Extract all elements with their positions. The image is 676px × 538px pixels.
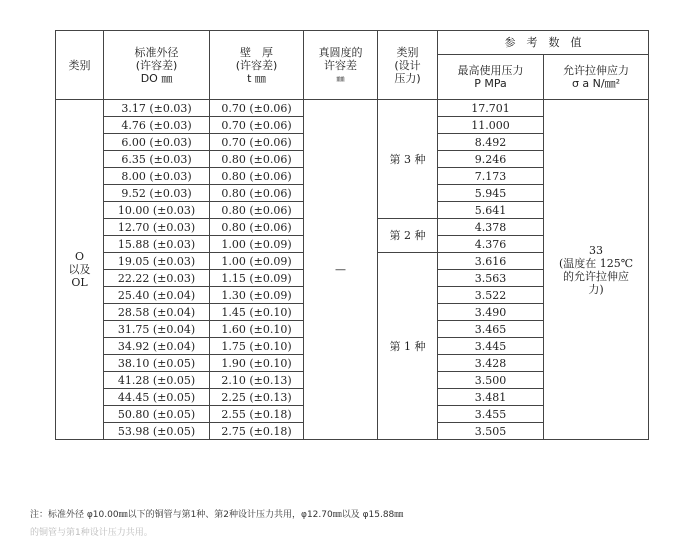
max-pressure-cell: 3.616 xyxy=(438,253,544,270)
category-cell: O 以及 OL xyxy=(56,100,104,440)
wall-thickness-cell: 0.80 (±0.06) xyxy=(210,151,304,168)
header-design-pressure: 类别 (设计 压力) xyxy=(378,31,438,100)
max-pressure-cell: 17.701 xyxy=(438,100,544,117)
outer-diameter-cell: 10.00 (±0.03) xyxy=(104,202,210,219)
max-pressure-cell: 3.522 xyxy=(438,287,544,304)
wall-thickness-cell: 1.75 (±0.10) xyxy=(210,338,304,355)
roundness-cell: — xyxy=(304,100,378,440)
wall-thickness-cell: 0.80 (±0.06) xyxy=(210,185,304,202)
max-pressure-cell: 11.000 xyxy=(438,117,544,134)
outer-diameter-cell: 41.28 (±0.05) xyxy=(104,372,210,389)
max-pressure-cell: 3.428 xyxy=(438,355,544,372)
wall-thickness-cell: 1.00 (±0.09) xyxy=(210,236,304,253)
header-category: 类别 xyxy=(56,31,104,100)
outer-diameter-cell: 19.05 (±0.03) xyxy=(104,253,210,270)
outer-diameter-cell: 50.80 (±0.05) xyxy=(104,406,210,423)
outer-diameter-cell: 3.17 (±0.03) xyxy=(104,100,210,117)
footnote: 注：标准外径 φ10.00㎜以下的铜管与第1种、第2种设计压力共用，φ12.70㎜以及 φ15.88㎜ xyxy=(30,510,404,520)
design-class-cell: 第 2 种 xyxy=(378,219,438,253)
wall-thickness-cell: 1.00 (±0.09) xyxy=(210,253,304,270)
outer-diameter-cell: 28.58 (±0.04) xyxy=(104,304,210,321)
wall-thickness-cell: 2.55 (±0.18) xyxy=(210,406,304,423)
max-pressure-cell: 3.455 xyxy=(438,406,544,423)
wall-thickness-cell: 0.70 (±0.06) xyxy=(210,117,304,134)
table-row xyxy=(56,100,649,117)
wall-thickness-cell: 2.75 (±0.18) xyxy=(210,423,304,440)
outer-diameter-cell: 6.00 (±0.03) xyxy=(104,134,210,151)
header-max-pressure: 最高使用压力 P MPa xyxy=(438,55,544,100)
wall-thickness-cell: 1.30 (±0.09) xyxy=(210,287,304,304)
max-pressure-cell: 3.505 xyxy=(438,423,544,440)
header-outer-diameter: 标准外径 (许容差) DO ㎜ xyxy=(104,31,210,100)
wall-thickness-cell: 0.80 (±0.06) xyxy=(210,202,304,219)
max-pressure-cell: 3.490 xyxy=(438,304,544,321)
max-pressure-cell: 9.246 xyxy=(438,151,544,168)
wall-thickness-cell: 2.25 (±0.13) xyxy=(210,389,304,406)
wall-thickness-cell: 1.60 (±0.10) xyxy=(210,321,304,338)
outer-diameter-cell: 34.92 (±0.04) xyxy=(104,338,210,355)
max-pressure-cell: 3.465 xyxy=(438,321,544,338)
outer-diameter-cell: 22.22 (±0.03) xyxy=(104,270,210,287)
footnote-continued: 的铜管与第1种设计压力共用。 xyxy=(30,528,153,538)
outer-diameter-cell: 44.45 (±0.05) xyxy=(104,389,210,406)
outer-diameter-cell: 12.70 (±0.03) xyxy=(104,219,210,236)
outer-diameter-cell: 15.88 (±0.03) xyxy=(104,236,210,253)
wall-thickness-cell: 0.70 (±0.06) xyxy=(210,100,304,117)
outer-diameter-cell: 9.52 (±0.03) xyxy=(104,185,210,202)
header-reference-values: 参 考 数 值 xyxy=(438,31,649,55)
max-pressure-cell: 4.376 xyxy=(438,236,544,253)
header-allowable-stress: 允许拉伸应力 σ a N/㎜² xyxy=(544,55,649,100)
spec-table xyxy=(55,30,649,440)
wall-thickness-cell: 1.45 (±0.10) xyxy=(210,304,304,321)
outer-diameter-cell: 31.75 (±0.04) xyxy=(104,321,210,338)
wall-thickness-cell: 0.70 (±0.06) xyxy=(210,134,304,151)
outer-diameter-cell: 4.76 (±0.03) xyxy=(104,117,210,134)
max-pressure-cell: 3.563 xyxy=(438,270,544,287)
wall-thickness-cell: 0.80 (±0.06) xyxy=(210,219,304,236)
max-pressure-cell: 3.500 xyxy=(438,372,544,389)
max-pressure-cell: 4.378 xyxy=(438,219,544,236)
max-pressure-cell: 8.492 xyxy=(438,134,544,151)
design-class-cell: 第 1 种 xyxy=(378,253,438,440)
design-class-cell: 第 3 种 xyxy=(378,100,438,219)
outer-diameter-cell: 25.40 (±0.04) xyxy=(104,287,210,304)
wall-thickness-cell: 1.15 (±0.09) xyxy=(210,270,304,287)
wall-thickness-cell: 2.10 (±0.13) xyxy=(210,372,304,389)
outer-diameter-cell: 53.98 (±0.05) xyxy=(104,423,210,440)
max-pressure-cell: 3.445 xyxy=(438,338,544,355)
allowable-stress-cell: 33 (温度在 125℃ 的允许拉伸应 力) xyxy=(544,100,649,440)
max-pressure-cell: 5.945 xyxy=(438,185,544,202)
header-wall-thickness: 壁 厚 (许容差) t ㎜ xyxy=(210,31,304,100)
outer-diameter-cell: 6.35 (±0.03) xyxy=(104,151,210,168)
wall-thickness-cell: 0.80 (±0.06) xyxy=(210,168,304,185)
wall-thickness-cell: 1.90 (±0.10) xyxy=(210,355,304,372)
max-pressure-cell: 7.173 xyxy=(438,168,544,185)
outer-diameter-cell: 38.10 (±0.05) xyxy=(104,355,210,372)
max-pressure-cell: 3.481 xyxy=(438,389,544,406)
header-roundness: 真圆度的 许容差 ㎜ xyxy=(304,31,378,100)
outer-diameter-cell: 8.00 (±0.03) xyxy=(104,168,210,185)
max-pressure-cell: 5.641 xyxy=(438,202,544,219)
